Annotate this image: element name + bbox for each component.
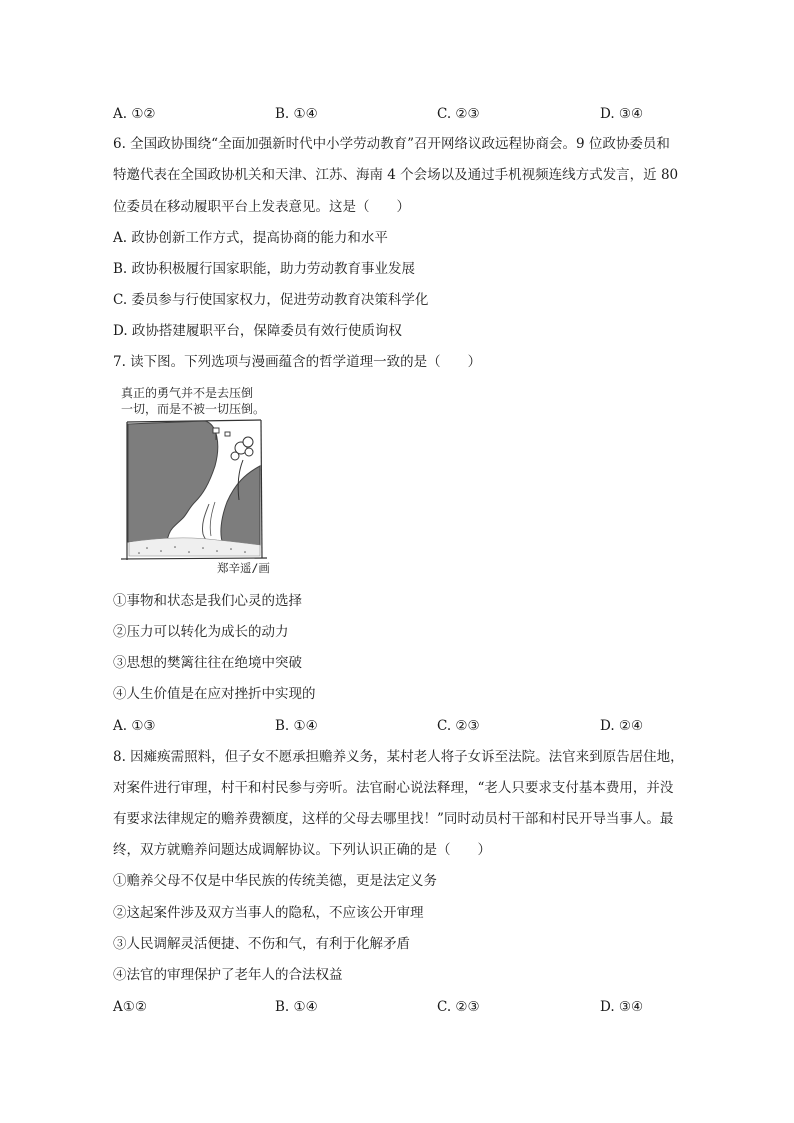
q6-choice-c: C. 委员参与行使国家权力，促进劳动教育决策科学化 — [113, 292, 429, 308]
q7-option-d: D. ②④ — [600, 718, 644, 734]
q8-stem-line-4: 终，双方就赡养问题达成调解协议。下列认识正确的是（ ） — [113, 842, 491, 858]
q8-option-c: C. ②③ — [437, 999, 480, 1015]
q8-statement-3: ③人民调解灵活便捷、不伤和气，有利于化解矛盾 — [113, 936, 410, 952]
q8-statement-2: ②这起案件涉及双方当事人的隐私，不应该公开审理 — [113, 905, 424, 921]
q7-statement-2: ②压力可以转化为成长的动力 — [113, 624, 289, 640]
q7-statement-1: ①事物和状态是我们心灵的选择 — [113, 593, 302, 609]
q8-options — [113, 998, 693, 1016]
q8-statement-4: ④法官的审理保护了老年人的合法权益 — [113, 967, 343, 983]
cartoon-signature: 郑辛遥/画 — [217, 561, 270, 575]
q8-option-d: D. ③④ — [600, 999, 644, 1015]
q7-statement-3: ③思想的樊篱往往在绝境中突破 — [113, 655, 302, 671]
q8-stem-line-3: 有要求法律规定的赡养费额度，这样的父母去哪里找！”同时动员村干部和村民开导当事人。最 — [113, 811, 674, 827]
q6-choice-b: B. 政协积极履行国家职能，助力劳动教育事业发展 — [113, 261, 416, 277]
cartoon-caption-line-2: 一切，而是不被一切压倒。 — [121, 402, 266, 416]
cartoon-caption-line-1: 真正的勇气并不是去压倒 — [121, 386, 254, 400]
q8-option-b: B. ①④ — [275, 999, 318, 1015]
cartoon-drawing — [117, 384, 287, 580]
q7-options — [113, 717, 693, 735]
q8-option-a: A①② — [113, 999, 147, 1015]
q8-stem-line-2: 对案件进行审理，村干和村民参与旁听。法官耐心说法释理，“老人只要求支付基本费用，并没 — [113, 780, 674, 796]
cartoon-right-rock — [221, 466, 260, 545]
q8-stem-line-1: 8. 因瘫痪需照料，但子女不愿承担赡养义务，某村老人将子女诉至法院。法官来到原告居住地， — [113, 749, 684, 765]
q7-statement-4: ④人生价值是在应对挫折中实现的 — [113, 686, 316, 702]
q5-option-c: C. ②③ — [437, 106, 480, 122]
q7-option-b: B. ①④ — [275, 718, 318, 734]
q6-stem-line-3: 位委员在移动履职平台上发表意见。这是（ ） — [113, 199, 410, 215]
q5-option-d: D. ③④ — [600, 106, 644, 122]
q7-cartoon — [117, 384, 287, 580]
q6-choice-d: D. 政协搭建履职平台，保障委员有效行使质询权 — [113, 323, 402, 339]
q6-stem-line-2: 特邀代表在全国政协机关和天津、江苏、海南 4 个会场以及通过手机视频连线方式发言，近 80 — [113, 167, 679, 183]
q7-option-c: C. ②③ — [437, 718, 480, 734]
q6-choice-a: A. 政协创新工作方式，提高协商的能力和水平 — [113, 230, 388, 246]
q8-statement-1: ①赡养父母不仅是中华民族的传统美德，更是法定义务 — [113, 873, 437, 889]
cartoon-left-rock — [128, 421, 218, 542]
q7-option-a: A. ①③ — [113, 718, 156, 734]
q5-option-a: A. ①② — [113, 106, 156, 122]
q5-option-b: B. ①④ — [275, 106, 318, 122]
cartoon-small-figure — [213, 428, 230, 440]
q6-stem-line-1: 6. 全国政协围绕“全面加强新时代中小学劳动教育”召开网络议政远程协商会。9 位政协委员和 — [113, 136, 670, 152]
q7-stem: 7. 读下图。下列选项与漫画蕴含的哲学道理一致的是（ ） — [113, 354, 482, 370]
q5-options — [113, 105, 693, 123]
